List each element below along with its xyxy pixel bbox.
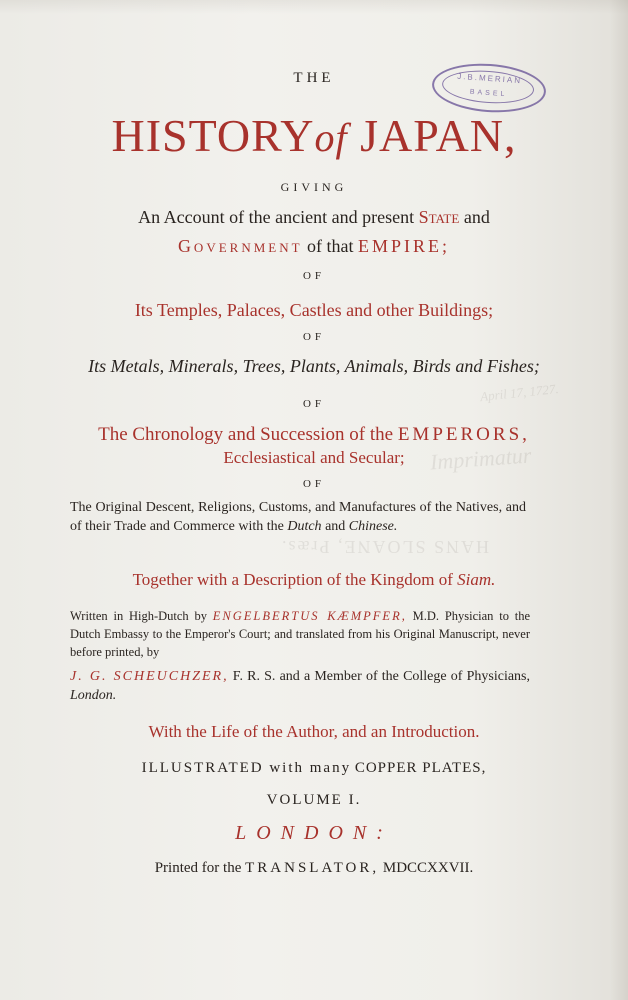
account-line [0, 207, 628, 228]
title-of: of [314, 115, 348, 160]
copper-plates: COPPER PLATES, [354, 760, 487, 776]
government-line [0, 236, 628, 257]
together-line [0, 570, 628, 590]
year: MDCCXXVII. [382, 860, 474, 876]
of-separator: OF [302, 270, 326, 282]
original-descent-paragraph [70, 498, 526, 536]
title-history: HISTORY [111, 110, 315, 161]
bleed-through-text: April 17, 1727. [479, 380, 560, 405]
translator-name: J. G. SCHEUCHZER, [70, 669, 229, 684]
chronology-line [0, 424, 628, 446]
dutch-word: Dutch [287, 519, 322, 534]
bleed-through-text: HANS SLOANE, Præs. [280, 537, 490, 557]
and-word: and [463, 207, 490, 227]
author-name: ENGELBERTUS KÆMPFER, [212, 609, 407, 623]
account-prefix: An Account of the ancient and present [138, 207, 415, 227]
london-italic: London. [70, 688, 117, 703]
of-separator: OF [302, 398, 326, 410]
illustrated-prefix: ILLUSTRATED with many [141, 760, 352, 776]
written-rest: Physician to the Dutch Embassy to the Emperor's Court; and translated from his Original Manuscript, never before printed, by [70, 609, 531, 659]
ecclesiastical-line: Ecclesiastical and Secular; [223, 448, 405, 467]
main-title [0, 108, 628, 166]
empire-word: EMPIRE; [358, 236, 451, 256]
md-title: M.D. [412, 609, 440, 623]
stamp-line-2: BASEL [469, 88, 508, 99]
life-line: With the Life of the Author, and an Introduction. [148, 722, 480, 741]
chronology-prefix: The Chronology and Succession of the [98, 424, 394, 445]
of-separator: OF [302, 478, 326, 490]
emperors-word: EMPERORS, [397, 424, 530, 445]
title-japan: JAPAN, [360, 110, 517, 161]
london-line: LONDON: [235, 822, 393, 844]
volume-line: VOLUME I. [266, 792, 362, 808]
together-prefix: Together with a Description of the Kingdom of [132, 570, 453, 589]
stamp-line-1: J.B.MERIAN [456, 71, 523, 86]
printed-line [0, 860, 628, 877]
printed-prefix: Printed for the [154, 860, 242, 876]
original-descent-text: The Original Descent, Religions, Customs, and Manufactures of the Natives, and of their Trade and Commerce with the [70, 500, 526, 534]
title-the: THE [293, 70, 335, 86]
printed-translator: TRANSLATOR, [245, 860, 380, 876]
written-prefix: Written in High-Dutch by [70, 609, 207, 623]
illustrated-line [0, 760, 628, 777]
chinese-word: Chinese. [348, 519, 398, 534]
of-separator: OF [302, 331, 326, 343]
metals-line: Its Metals, Minerals, Trees, Plants, Animals, Birds and Fishes; [88, 356, 540, 376]
government-word: Government [177, 236, 303, 256]
of-that: of that [307, 236, 354, 256]
page-top-shadow [0, 0, 628, 14]
siam-word: Siam. [457, 570, 496, 589]
state-word: State [418, 207, 460, 227]
temples-line: Its Temples, Palaces, Castles and other Buildings; [134, 300, 494, 320]
bleed-through-text: Imprimatur [429, 442, 533, 475]
frs-text: F. R. S. and a Member of the College of Physicians, [232, 669, 530, 684]
and-word: and [325, 519, 346, 534]
written-paragraph [70, 607, 530, 661]
translator-paragraph [70, 667, 530, 705]
giving-line: GIVING [280, 180, 348, 194]
